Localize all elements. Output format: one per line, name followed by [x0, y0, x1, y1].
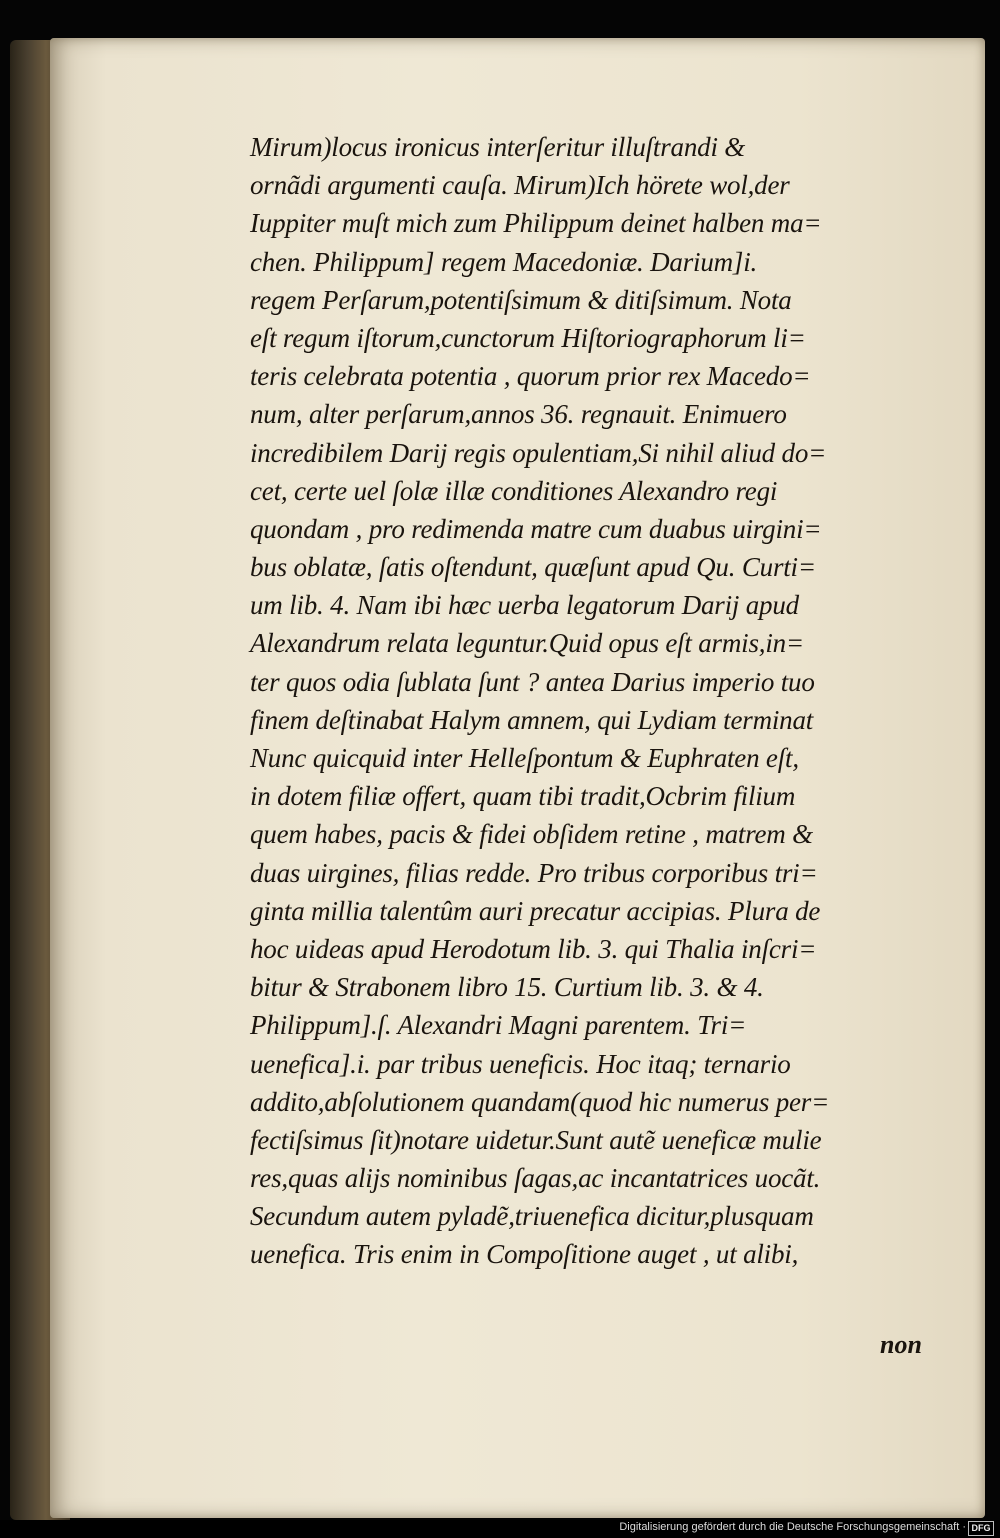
text-line: quem habes, pacis & fidei obſidem retine , matrem & [250, 819, 813, 850]
text-line: cet, certe uel ſolæ illæ conditiones Alexandro regi [250, 475, 778, 506]
text-line: addito,abſolutionem quandam(quod hic numerus per= [250, 1086, 830, 1117]
text-line: bitur & Strabonem libro 15. Curtium lib. 3. & 4. [250, 972, 764, 1003]
page-text [250, 128, 965, 1274]
text-line: Alexandrum relata leguntur.Quid opus eſt armis,in= [250, 628, 804, 659]
text-line: um lib. 4. Nam ibi hæc uerba legatorum Darij apud [250, 590, 799, 621]
text-line: res,quas alijs nominibus ſagas,ac incantatrices uocãt. [250, 1163, 821, 1194]
text-line: in dotem filiæ offert, quam tibi tradit,Ocbrim filium [250, 781, 796, 812]
text-line: ginta millia talentûm auri precatur accipias. Plura de [250, 895, 821, 926]
text-line: Secundum autem pyladẽ,triuenefica dicitur,plusquam [250, 1201, 814, 1232]
text-line: fectiſsimus ſit)notare uidetur.Sunt autẽ ueneficæ mulie [250, 1124, 822, 1155]
text-line: bus oblatæ, ſatis oſtendunt, quæſunt apud Qu. Curti= [250, 552, 816, 583]
text-line: uenefica].i. par tribus ueneficis. Hoc itaq; ternario [250, 1048, 791, 1079]
text-line: teris celebrata potentia , quorum prior rex Macedo= [250, 361, 811, 392]
text-line: uenefica. Tris enim in Compoſitione auget , ut alibi, [250, 1239, 799, 1270]
text-line: ornãdi argumenti cauſa. Mirum)Ich hörete wol,der [250, 170, 790, 201]
text-line: chen. Philippum] regem Macedoniæ. Darium]i. [250, 246, 758, 277]
text-line: duas uirgines, filias redde. Pro tribus corporibus tri= [250, 857, 818, 888]
text-line: num, alter perſarum,annos 36. regnauit. Enimuero [250, 399, 787, 430]
text-line: Philippum].ſ. Alexandri Magni parentem. Tri= [250, 1010, 747, 1041]
funding-credit: Digitalisierung gefördert durch die Deutsche Forschungsgemeinschaft · [619, 1521, 966, 1533]
catchword: non [880, 1330, 922, 1359]
text-line: incredibilem Darij regis opulentiam,Si nihil aliud do= [250, 437, 827, 468]
text-line: regem Perſarum,potentiſsimum & ditiſsimum. Nota [250, 284, 792, 315]
text-line: finem deſtinabat Halym amnem, qui Lydiam terminat [250, 704, 814, 735]
text-line: Mirum)locus ironicus interſeritur illuſtrandi & [250, 132, 746, 162]
text-line: ter quos odia ſublata ſunt ? antea Darius imperio tuo [250, 666, 815, 697]
text-line: hoc uideas apud Herodotum lib. 3. qui Thalia inſcri= [250, 933, 817, 964]
text-line: eſt regum iſtorum,cunctorum Hiſtoriographorum li= [250, 322, 806, 353]
text-line: Iuppiter muſt mich zum Philippum deinet halben ma= [250, 208, 822, 239]
text-line: quondam , pro redimenda matre cum duabus uirgini= [250, 513, 822, 544]
text-line: Nunc quicquid inter Helleſpontum & Euphraten eſt, [250, 743, 799, 773]
dfg-logo-icon: DFG [968, 1521, 994, 1536]
